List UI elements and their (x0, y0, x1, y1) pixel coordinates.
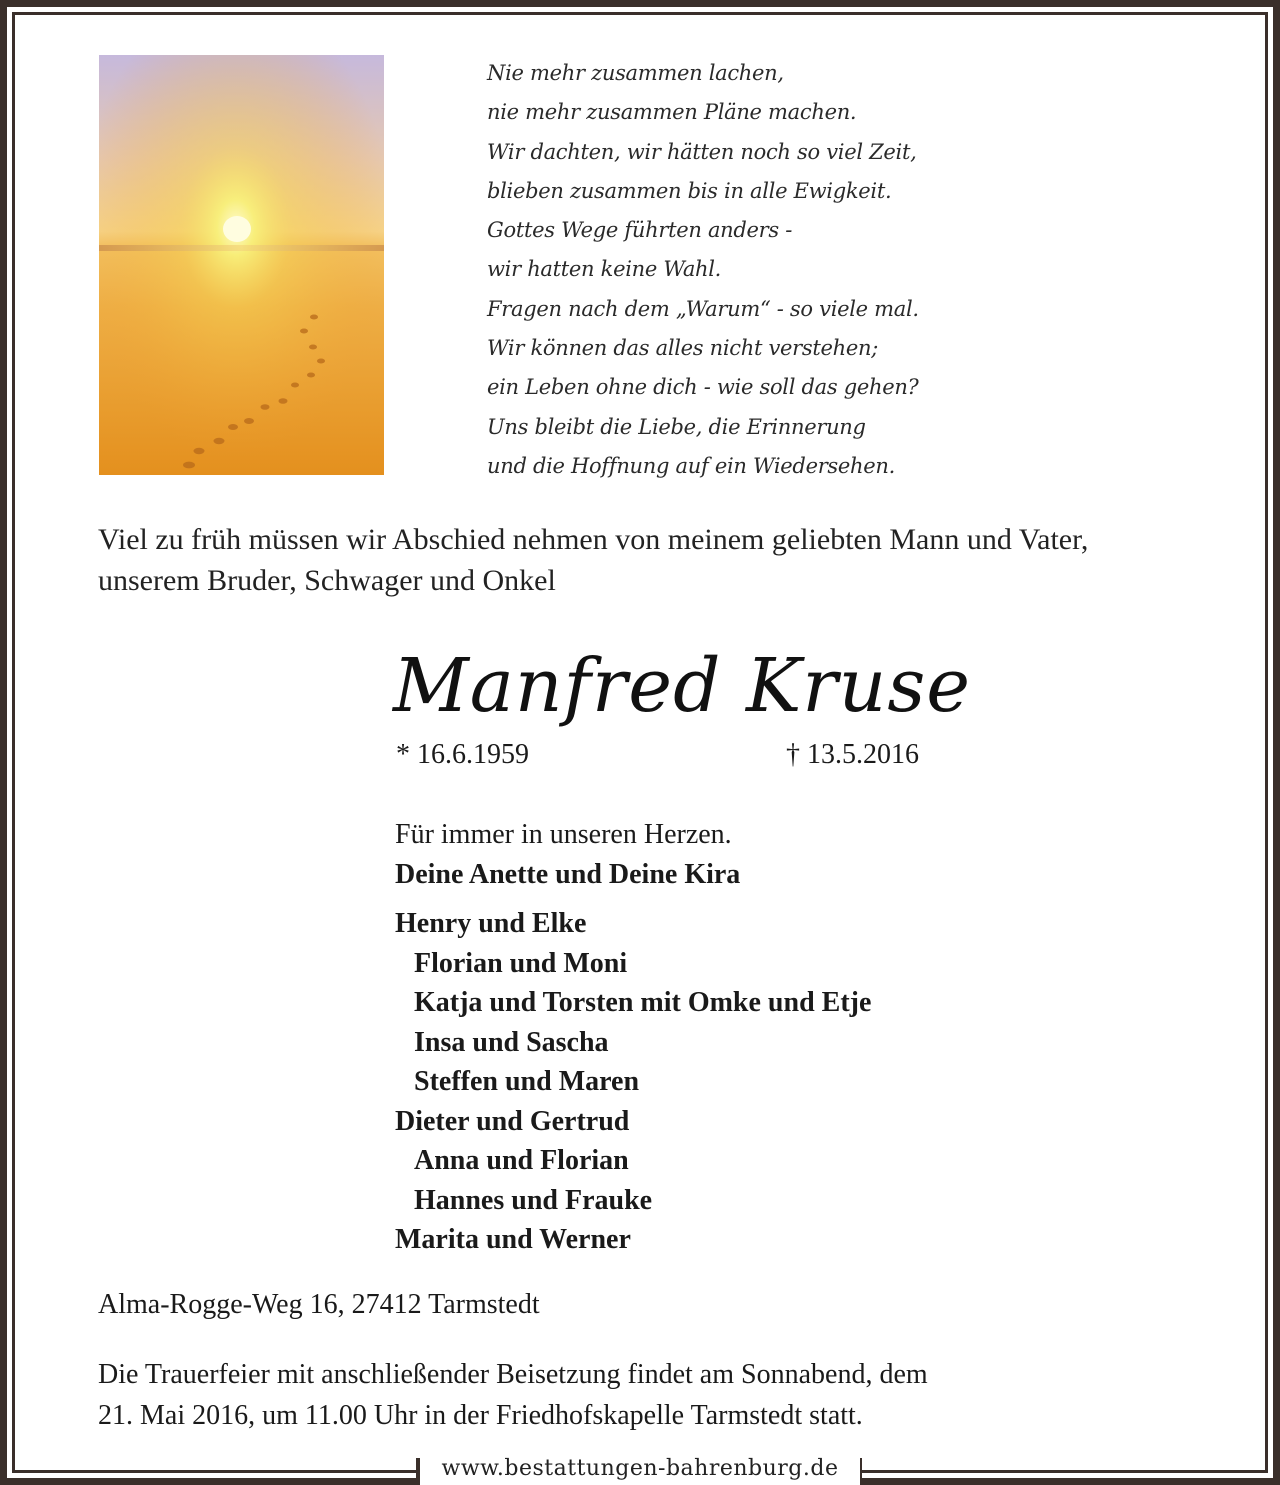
sunset-footprints-photo (99, 55, 384, 475)
family-entry: Steffen und Maren (414, 1066, 640, 1097)
death-date: † 13.5.2016 (786, 739, 919, 770)
birth-date: * 16.6.1959 (396, 739, 529, 770)
deceased-name: Manfred Kruse (393, 643, 972, 729)
poem-line: Wir dachten, wir hätten noch so viel Zeit, (487, 139, 917, 164)
ceremony-line: 21. Mai 2016, um 11.00 Uhr in der Friedhofskapelle Tarmstedt statt. (98, 1400, 863, 1431)
poem-line: ein Leben ohne dich - wie soll das gehen? (487, 375, 919, 400)
ceremony-line: Die Trauerfeier mit anschließender Beisetzung findet am Sonnabend, dem (98, 1359, 928, 1390)
family-entry: Insa und Sascha (414, 1026, 609, 1058)
poem-line: wir hatten keine Wahl. (487, 257, 722, 282)
poem-line: Nie mehr zusammen lachen, (487, 61, 784, 85)
address: Alma-Rogge-Weg 16, 27412 Tarmstedt (98, 1289, 540, 1320)
family-entry: Henry und Elke (395, 908, 587, 939)
website-link[interactable]: www.bestattungen-bahrenburg.de (420, 1452, 860, 1485)
poem-line: Uns bleibt die Liebe, die Erinnerung (487, 414, 866, 439)
family-entry: Dieter und Gertrud (395, 1105, 630, 1137)
poem-line: Fragen nach dem „Warum“ - so viele mal. (487, 296, 919, 321)
family-entry: Katja und Torsten mit Omke und Etje (414, 987, 872, 1018)
poem-line: und die Hoffnung auf ein Wiedersehen. (487, 453, 895, 478)
poem-line: blieben zusammen bis in alle Ewigkeit. (487, 178, 892, 203)
intro-line: unserem Bruder, Schwager und Onkel (98, 564, 556, 597)
dedication-line: Für immer in unseren Herzen. (395, 819, 732, 850)
family-entry: Anna und Florian (414, 1145, 629, 1176)
mourners-block (395, 815, 1095, 1260)
poem-line: Wir können das alles nicht verstehen; (487, 336, 879, 361)
intro-text (98, 519, 1198, 601)
intro-line: Viel zu früh müssen wir Abschied nehmen von meinem geliebten Mann und Vater, (98, 523, 1089, 556)
ceremony-text (98, 1354, 1198, 1436)
poem-line: Gottes Wege führten anders - (487, 218, 793, 243)
closest-family: Deine Anette und Deine Kira (395, 858, 741, 890)
poem (487, 54, 1047, 486)
poem-line: nie mehr zusammen Pläne machen. (487, 100, 857, 125)
family-entry: Marita und Werner (395, 1224, 631, 1255)
family-entry: Hannes und Frauke (414, 1184, 653, 1216)
family-entry: Florian und Moni (414, 947, 628, 979)
